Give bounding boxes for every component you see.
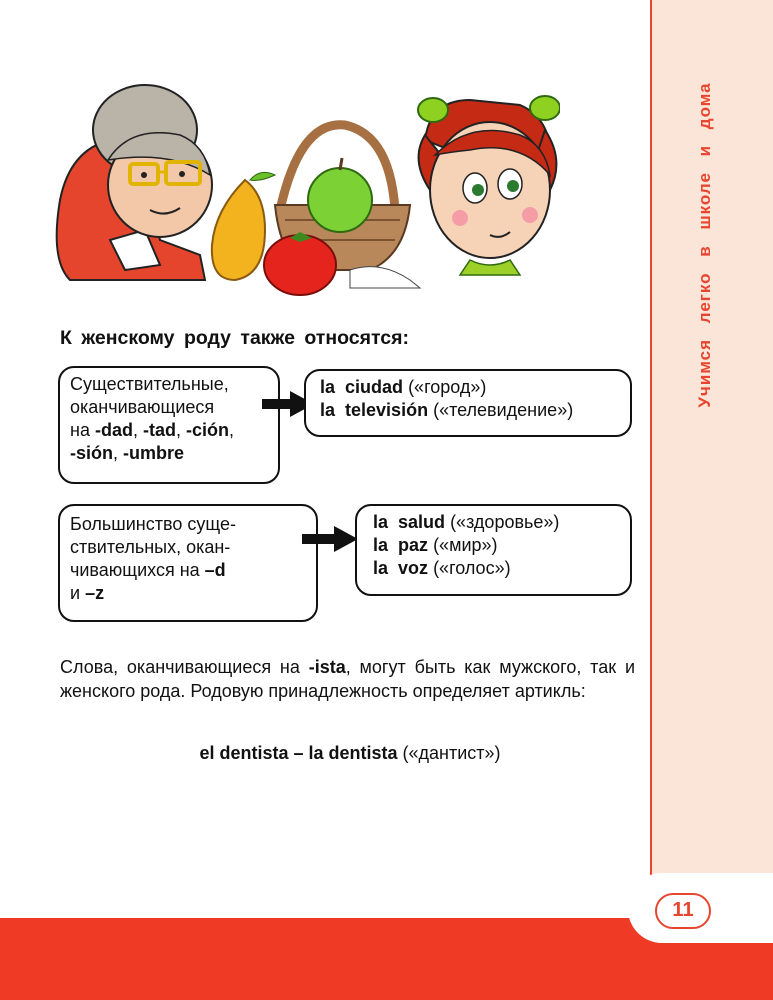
separator: ,	[113, 443, 124, 463]
example-line	[373, 534, 614, 557]
article: la	[320, 377, 336, 397]
translation: («телевидение»)	[433, 400, 574, 420]
suffix: -umbre	[123, 443, 185, 463]
rule-line	[70, 442, 268, 465]
translation: («дантист»)	[397, 743, 501, 763]
suffix: -tad	[142, 420, 176, 440]
rule-text: чивающихся на	[70, 560, 205, 580]
article: la	[373, 512, 389, 532]
rule-text: и	[70, 583, 86, 603]
article: la	[320, 400, 336, 420]
suffix: –z	[85, 583, 105, 603]
explanation-paragraph	[60, 655, 635, 703]
arrow-right-icon	[302, 526, 358, 552]
illustration	[50, 80, 560, 300]
rule-line: Большинство суще-	[70, 514, 236, 534]
article: la	[373, 558, 389, 578]
translation: («здоровье»)	[450, 512, 560, 532]
rule-line	[70, 582, 306, 605]
grandmother-illustration	[57, 85, 212, 280]
section-title-text: Учимся легко в школе и дома	[695, 82, 714, 408]
suffix: -ista	[308, 657, 346, 677]
example-box-2	[355, 504, 632, 596]
spanish-word: salud	[398, 512, 446, 532]
rule-line	[70, 559, 306, 582]
suffix: -ción	[185, 420, 229, 440]
separator: ,	[132, 420, 143, 440]
dentista-example	[0, 743, 700, 764]
suffix: –d	[204, 560, 226, 580]
section-heading: К женскому роду также относятся:	[60, 327, 410, 349]
spanish-word: televisión	[345, 400, 429, 420]
article: la	[373, 535, 389, 555]
translation: («мир»)	[433, 535, 498, 555]
fruit-basket-illustration	[212, 125, 420, 295]
feminine-form: la dentista	[308, 743, 398, 763]
example-line	[320, 376, 616, 399]
example-line	[373, 511, 614, 534]
suffix: -sión	[70, 443, 113, 463]
rule-line: оканчивающиеся	[70, 397, 215, 417]
separator: ,	[228, 420, 234, 440]
translation: («город»)	[408, 377, 487, 397]
rule-box-2	[58, 504, 318, 622]
suffix: -dad	[94, 420, 133, 440]
paragraph-text: Слова, оканчивающиеся на	[60, 657, 309, 677]
spanish-word: paz	[398, 535, 429, 555]
translation: («голос»)	[433, 558, 511, 578]
rule-text: на	[70, 420, 95, 440]
rule-box-1	[58, 366, 280, 484]
dash: –	[288, 743, 309, 763]
example-line	[373, 557, 614, 580]
rule-line: ствительных, окан-	[70, 537, 231, 557]
example-line	[320, 399, 616, 422]
masculine-form: el dentista	[199, 743, 289, 763]
example-box-1	[304, 369, 632, 437]
section-title	[690, 80, 720, 410]
rule-line: Существительные,	[70, 374, 229, 394]
rule-line	[70, 419, 268, 442]
paragraph-text: , могут быть как мужского, так и женского рода. Родовую принадлежность определяет артикль:	[60, 657, 635, 701]
girl-illustration	[418, 96, 560, 275]
separator: ,	[175, 420, 186, 440]
spanish-word: voz	[398, 558, 429, 578]
page-number: 11	[655, 893, 711, 929]
spanish-word: ciudad	[345, 377, 404, 397]
